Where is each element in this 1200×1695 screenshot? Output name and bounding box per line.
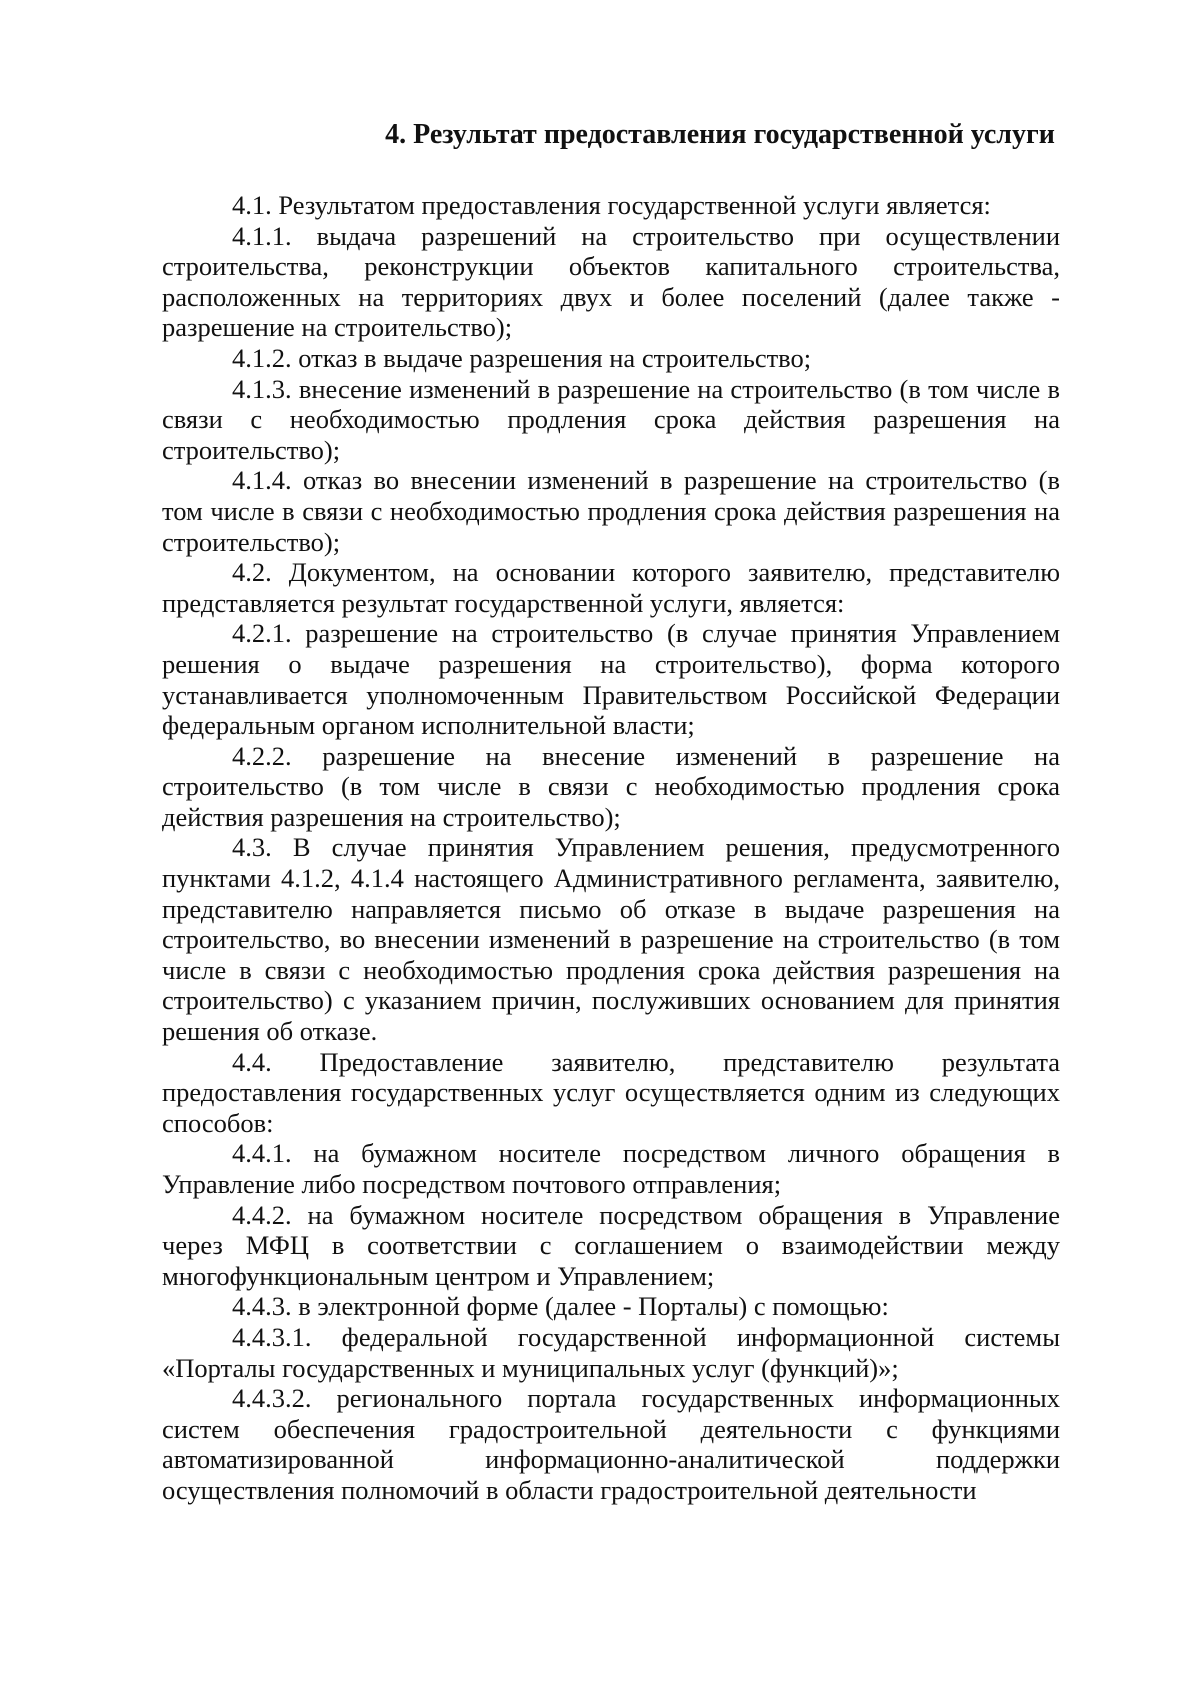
paragraph-4-1-3: 4.1.3. внесение изменений в разрешение на строительство (в том числе в связи с необходимостью продления срока действия разрешения на строительство); [162, 373, 1060, 465]
paragraph-4-2-2: 4.2.2. разрешение на внесение изменений в разрешение на строительство (в том числе в связи с необходимостью продления срока действия разрешения на строительство); [162, 740, 1060, 832]
paragraph-4-4-3-1: 4.4.3.1. федеральной государственной информационной системы «Порталы государственных и муниципальных услуг (функций)»; [162, 1321, 1060, 1383]
section-heading: 4. Результат предоставления государственной услуги [385, 119, 1055, 150]
paragraph-4-1-2: 4.1.2. отказ в выдаче разрешения на строительство; [232, 342, 812, 373]
paragraph-4-2-1: 4.2.1. разрешение на строительство (в случае принятия Управлением решения о выдаче разрешения на строительство), форма которого устанавливается уполномоченным Правительством Российской Федерации федеральным органом исполнительной власти; [162, 618, 1060, 741]
paragraph-4-4-2: 4.4.2. на бумажном носителе посредством обращения в Управление через МФЦ в соответствии с соглашением о взаимодействии между многофункциональным центром и Управлением; [162, 1199, 1060, 1291]
paragraph-4-2: 4.2. Документом, на основании которого заявителю, представителю представляется результат государственной услуги, является: [162, 557, 1060, 618]
paragraph-4-4-1: 4.4.1. на бумажном носителе посредством личного обращения в Управление либо посредством почтового отправления; [162, 1138, 1060, 1199]
paragraph-4-4-3: 4.4.3. в электронной форме (далее - Порталы) с помощью: [232, 1291, 889, 1322]
paragraph-4-1-4: 4.1.4. отказ во внесении изменений в разрешение на строительство (в том числе в связи с необходимостью продления срока действия разрешения на строительство); [162, 465, 1060, 557]
paragraph-4-4: 4.4. Предоставление заявителю, представителю результата предоставления государственных услуг осуществляется одним из следующих способов: [162, 1046, 1060, 1138]
paragraph-4-3: 4.3. В случае принятия Управлением решения, предусмотренного пунктами 4.1.2, 4.1.4 настоящего Административного регламента, заявителю, представителю направляется письмо об отказе в выдаче разрешения на строительство, во внесении изменений в разрешение на строительство (в том числе в связи с необходимостью продления срока действия разрешения на строительство) с указанием причин, послуживших основанием для принятия решения об отказе. [162, 832, 1060, 1047]
paragraph-4-4-3-2: 4.4.3.2. регионального портала государственных информационных систем обеспечения градостроительной деятельности с функциями автоматизированной информационно-аналитической поддержки осуществления полномочий в области градостроительной деятельности [162, 1383, 1060, 1505]
paragraph-4-1-1: 4.1.1. выдача разрешений на строительство при осуществлении строительства, реконструкции объектов капитального строительства, расположенных на территориях двух и более поселений (далее также - разрешение на строительство); [162, 220, 1060, 343]
paragraph-4-1: 4.1. Результатом предоставления государственной услуги является: [232, 190, 991, 220]
document-body [162, 190, 1060, 1506]
